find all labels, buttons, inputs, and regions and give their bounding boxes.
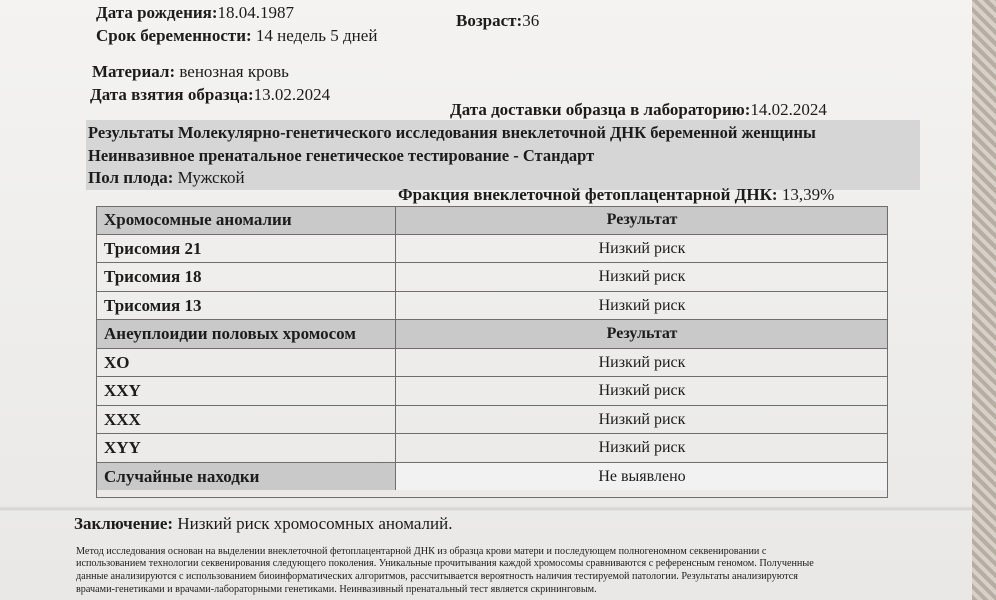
table-cell: Результат <box>606 325 678 342</box>
report-title-line2: Неинвазивное пренатальное генетическое тестирование - Стандарт <box>88 146 595 165</box>
table-cell: Низкий риск <box>598 410 686 428</box>
table-row <box>96 349 888 378</box>
sample-date-line: Дата взятия образца:13.02.2024 <box>90 85 331 104</box>
method-line-1: Метод исследования основан на выделении внеклеточной фетоплацентарной ДНК из образца крови матери и последующем полногеномном секвенировании с <box>76 546 767 557</box>
conclusion-line: Заключение: Низкий риск хромосомных аномалий. <box>74 514 453 533</box>
report-title-line1: Результаты Молекулярно-генетического исследования внеклеточной ДНК беременной женщины <box>88 123 816 142</box>
table-row <box>96 292 888 321</box>
table-header-row <box>96 463 888 491</box>
table-header-row <box>96 206 888 235</box>
table-cell: Случайные находки <box>96 463 396 491</box>
results-table <box>96 206 888 490</box>
dob-line: Дата рождения:18.04.1987 <box>96 3 295 22</box>
table-cell: Анеуплоидии половых хромосом <box>96 320 396 348</box>
table-row <box>96 235 888 264</box>
table-cell: XYY <box>96 434 396 462</box>
table-cell: Результат <box>606 211 678 228</box>
table-cell: Низкий риск <box>598 239 686 257</box>
method-line-2: использованием технологии секвенирования следующего поколения. Уникальные прочитывания каждой хромосомы сравниваются с референсным геномом. Полученные <box>76 558 814 569</box>
table-cell: Не выявлено <box>396 463 888 491</box>
background-surface <box>972 0 996 600</box>
age-line: Возраст:36 <box>456 11 540 30</box>
table-cell: Трисомия 18 <box>96 263 396 291</box>
method-line-4: врачами-генетиками и врачами-лабораторными генетиками. Неинвазивный пренатальный тест является скрининговым. <box>76 584 597 595</box>
table-header-row <box>96 320 888 349</box>
table-cell: Низкий риск <box>598 439 686 456</box>
fetal-sex-line: Пол плода: Мужской <box>88 168 245 187</box>
delivery-date-line: Дата доставки образца в лабораторию:14.02.2024 <box>450 100 827 119</box>
table-row <box>96 377 888 406</box>
table-row <box>96 434 888 463</box>
table-cell: Трисомия 13 <box>96 292 396 320</box>
table-cell: Низкий риск <box>598 296 686 314</box>
table-cell: Трисомия 21 <box>96 235 396 263</box>
fetal-fraction-line: Фракция внеклеточной фетоплацентарной ДНК: 13,39% <box>398 185 835 204</box>
table-cell: XO <box>96 349 396 377</box>
table-cell: Низкий риск <box>598 382 686 399</box>
table-cell: Хромосомные аномалии <box>96 206 396 234</box>
material-line: Материал: венозная кровь <box>92 62 289 81</box>
table-row <box>96 406 888 435</box>
table-cell: Низкий риск <box>598 353 686 371</box>
method-line-3: данные анализируются с использованием биоинформатических алгоритмов, рассчитывается вероятность наличия тестируемой патологии. Результаты анализируются <box>76 571 798 582</box>
term-line: Срок беременности: 14 недель 5 дней <box>96 26 378 45</box>
table-cell: XXX <box>96 406 396 434</box>
table-cell: Низкий риск <box>598 268 686 285</box>
paper-fold <box>0 506 972 512</box>
table-cell: XXY <box>96 377 396 405</box>
table-row <box>96 263 888 292</box>
